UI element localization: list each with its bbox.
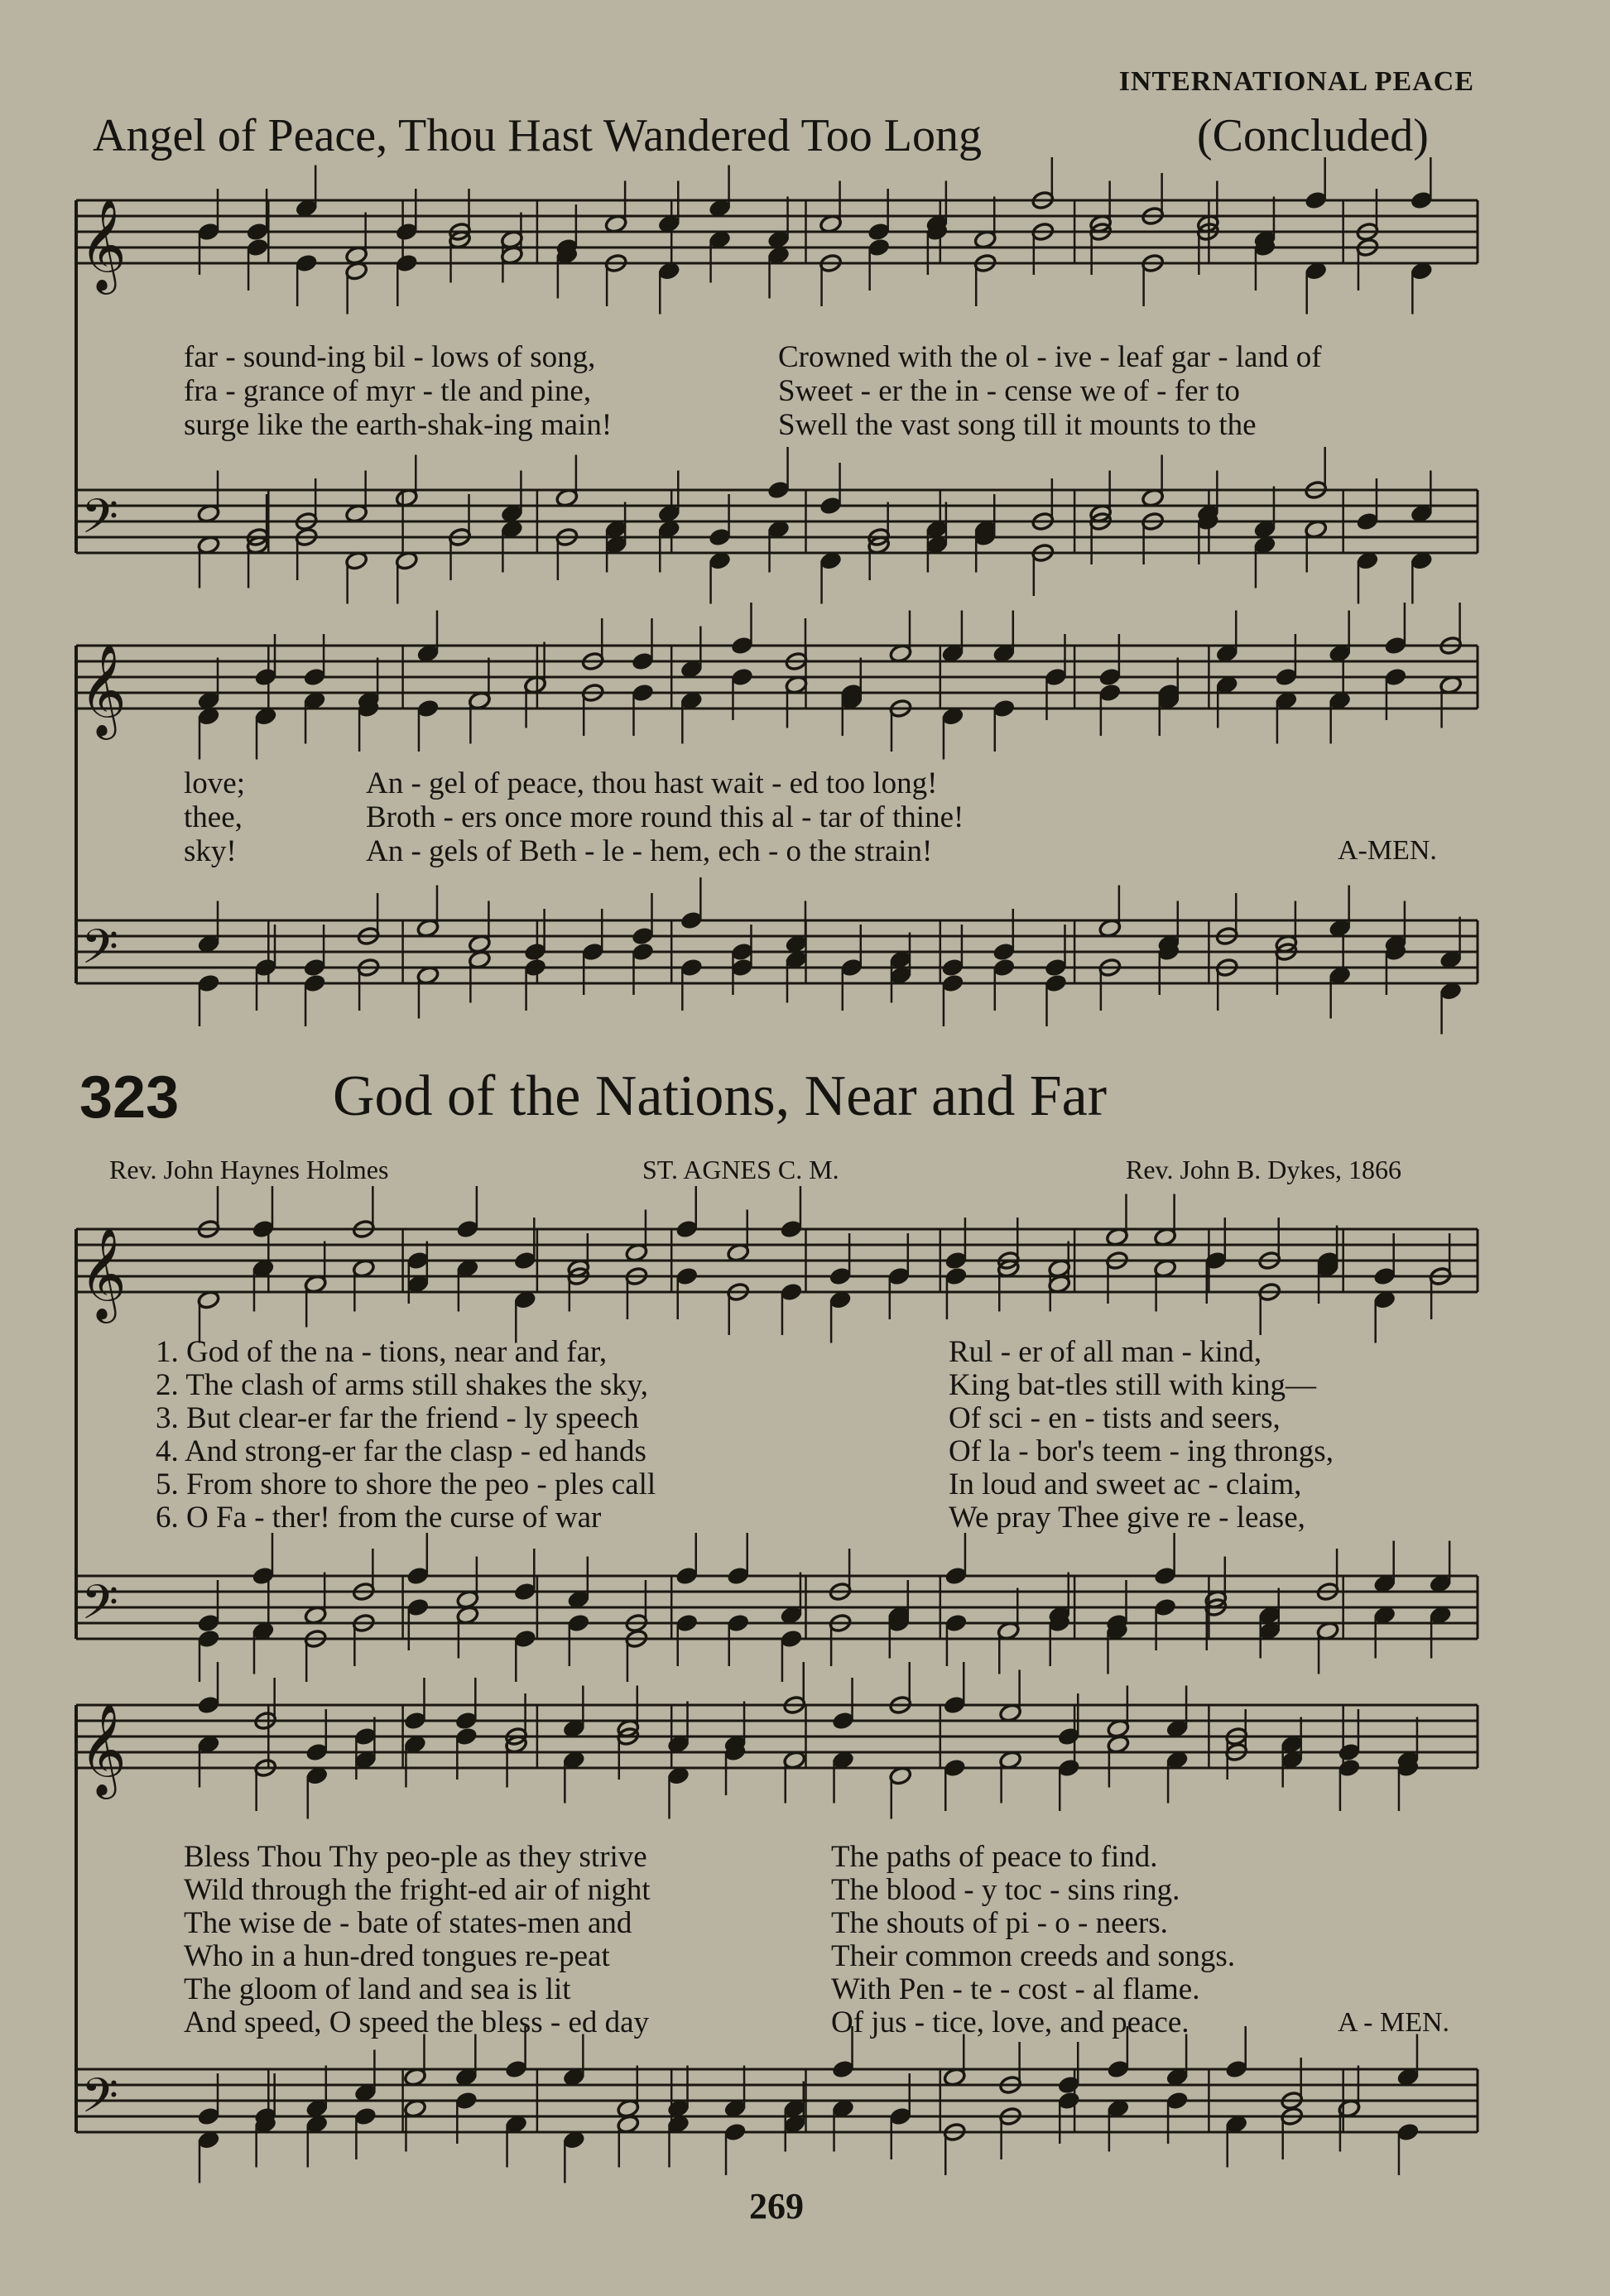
lyric-line: The shouts of pi - o - neers. <box>831 1906 1168 1940</box>
hymn-number: 323 <box>79 1064 180 1131</box>
lyric-line: King bat-tles still with king— <box>949 1368 1316 1402</box>
concluded-label: (Concluded) <box>1197 110 1429 161</box>
amen-label: A-MEN. <box>1338 835 1437 866</box>
lyric-line: The paths of peace to find. <box>831 1840 1158 1874</box>
hymn-title: God of the Nations, Near and Far <box>333 1064 1108 1128</box>
lyric-line: Sweet - er the in - cense we of - fer to <box>778 374 1240 408</box>
hymn-author: Rev. John Haynes Holmes <box>109 1155 389 1184</box>
lyric-line: 4. And strong-er far the clasp - ed hands <box>156 1434 646 1468</box>
lyric-line: 6. O Fa - ther! from the curse of war <box>156 1501 602 1535</box>
clef-glyph: 𝄢 <box>81 1574 119 1642</box>
lyric-line: Wild through the fright-ed air of night <box>184 1873 651 1907</box>
lyric-line: Of la - bor's teem - ing throngs, <box>949 1434 1334 1468</box>
lyric-line: An - gel of peace, thou hast wait - ed too long! <box>366 766 938 800</box>
lyric-line: Broth - ers once more round this al - tar of thine! <box>366 800 964 834</box>
clef-glyph: 𝄢 <box>81 2068 119 2135</box>
lyric-line: Of sci - en - tists and seers, <box>949 1401 1281 1435</box>
amen-label: A - MEN. <box>1338 2007 1450 2038</box>
lyric-line: Their common creeds and songs. <box>831 1939 1236 1973</box>
lyric-line: 3. But clear-er far the friend - ly speech <box>156 1401 639 1435</box>
lyric-line: We pray Thee give re - lease, <box>949 1501 1305 1535</box>
clef-glyph: 𝄞 <box>79 198 127 291</box>
lyric-line: The gloom of land and sea is lit <box>184 1972 571 2006</box>
hymn-tune: ST. AGNES C. M. <box>642 1155 839 1184</box>
lyric-line: Of jus - tice, love, and peace. <box>831 2005 1189 2039</box>
lyric-line: sky! <box>184 834 237 868</box>
lyric-line: fra - grance of myr - tle and pine, <box>184 374 592 408</box>
lyric-line: 1. God of the na - tions, near and far, <box>156 1335 608 1369</box>
lyric-line: And speed, O speed the bless - ed day <box>184 2005 650 2039</box>
lyric-line: 5. From shore to shore the peo - ples call <box>156 1467 656 1501</box>
lyric-line: Bless Thou Thy peo-ple as they strive <box>184 1840 647 1874</box>
lyric-line: Who in a hun-dred tongues re-peat <box>184 1939 610 1973</box>
lyric-line: Swell the vast song till it mounts to the <box>778 408 1257 442</box>
hymn-composer: Rev. John B. Dykes, 1866 <box>1126 1155 1402 1184</box>
section-heading: INTERNATIONAL PEACE <box>1118 66 1474 97</box>
lyric-line: thee, <box>184 800 243 834</box>
lyric-line: surge like the earth-shak-ing main! <box>184 408 613 442</box>
clef-glyph: 𝄢 <box>81 488 119 556</box>
continued-hymn-title: Angel of Peace, Thou Hast Wandered Too Long <box>93 110 982 161</box>
page-number: 269 <box>749 2186 804 2226</box>
lyric-line: Rul - er of all man - kind, <box>949 1335 1262 1369</box>
lyric-line: In loud and sweet ac - claim, <box>949 1467 1302 1501</box>
lyric-line: far - sound-ing bil - lows of song, <box>184 340 596 374</box>
clef-glyph: 𝄞 <box>79 643 127 736</box>
lyric-line: The blood - y toc - sins ring. <box>831 1873 1180 1907</box>
lyric-line: love; <box>184 766 245 800</box>
lyric-line: The wise de - bate of states-men and <box>184 1906 632 1940</box>
lyric-line: With Pen - te - cost - al flame. <box>831 1972 1200 2006</box>
clef-glyph: 𝄢 <box>81 919 119 987</box>
clef-glyph: 𝄞 <box>79 1703 127 1795</box>
clef-glyph: 𝄞 <box>79 1227 127 1319</box>
lyric-line: 2. The clash of arms still shakes the sky, <box>156 1368 648 1402</box>
lyric-line: An - gels of Beth - le - hem, ech - o the strain! <box>366 834 933 868</box>
lyric-line: Crowned with the ol - ive - leaf gar - land of <box>778 340 1322 374</box>
